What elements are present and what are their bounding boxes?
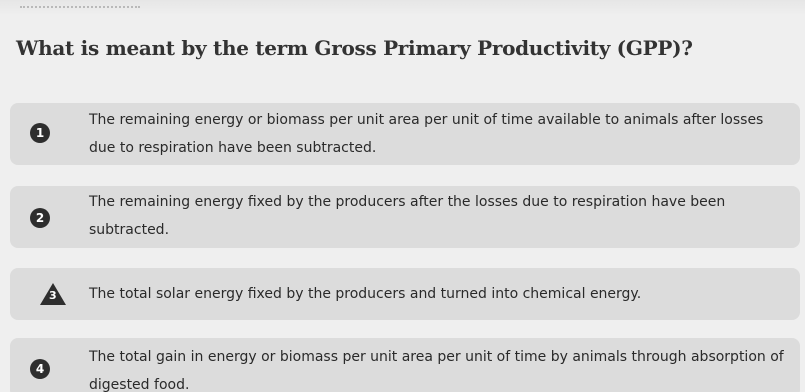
option-text: The total gain in energy or biomass per unit area per unit of time by animals through absorption of digested food. (89, 349, 784, 392)
option-text: The remaining energy or biomass per unit area per unit of time available to animals after losses due to respiration have been subtracted. (89, 112, 764, 156)
option-number-badge: 4 (30, 359, 50, 379)
cropped-handwriting (20, 0, 140, 8)
question-text: What is meant by the term Gross Primary Productivity (GPP)? (16, 36, 693, 60)
answer-option-2[interactable] (10, 186, 800, 248)
option-number-badge: 2 (30, 208, 50, 228)
option-number-badge (40, 283, 66, 305)
answer-option-3[interactable] (10, 268, 800, 320)
option-number-badge: 1 (30, 123, 50, 143)
option-text: The total solar energy fixed by the producers and turned into chemical energy. (89, 286, 642, 302)
answer-option-4[interactable] (10, 338, 800, 392)
answer-option-1[interactable] (10, 103, 800, 165)
option-text: The remaining energy fixed by the producers after the losses due to respiration have been subtracted. (89, 194, 726, 238)
option-number: 3 (49, 289, 57, 302)
top-edge-cropped (0, 0, 805, 14)
